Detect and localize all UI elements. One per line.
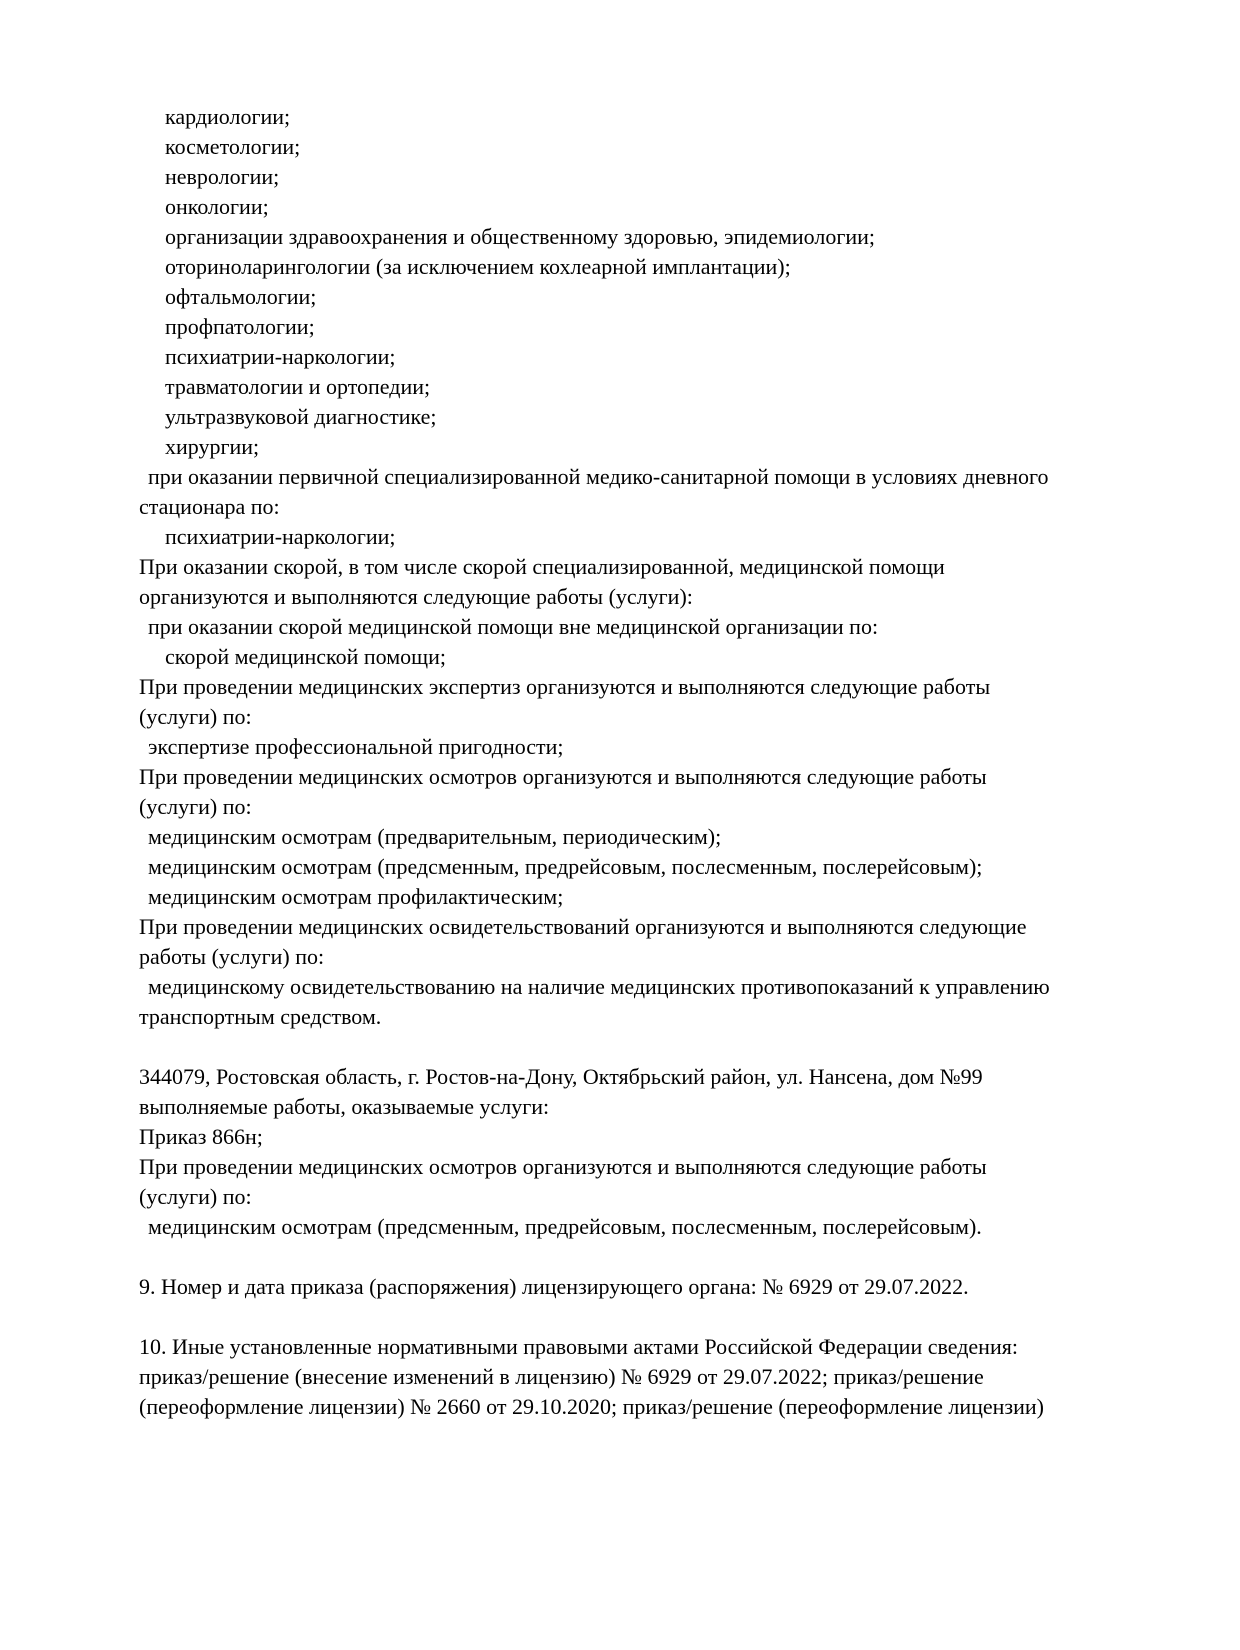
blank-line	[139, 1302, 1140, 1332]
text-line: организуются и выполняются следующие работы (услуги):	[139, 584, 693, 609]
text-line: неврологии;	[165, 164, 280, 189]
text-line: При проведении медицинских осмотров организуются и выполняются следующие работы	[139, 764, 987, 789]
text-line: при оказании скорой медицинской помощи вне медицинской организации по:	[148, 614, 879, 639]
document-body	[139, 102, 1140, 1422]
text-line: 344079, Ростовская область, г. Ростов-на-Дону, Октябрьский район, ул. Нансена, дом №99	[139, 1064, 983, 1089]
text-line: косметологии;	[165, 134, 301, 159]
text-line: скорой медицинской помощи;	[165, 644, 447, 669]
text-line: травматологии и ортопедии;	[165, 374, 431, 399]
text-line: При проведении медицинских осмотров организуются и выполняются следующие работы	[139, 1154, 987, 1179]
text-line: При оказании скорой, в том числе скорой специализированной, медицинской помощи	[139, 554, 945, 579]
text-line: медицинским осмотрам профилактическим;	[148, 884, 564, 909]
blank-line	[139, 1032, 1140, 1062]
text-line: оториноларингологии (за исключением кохлеарной имплантации);	[165, 254, 791, 279]
text-line: онкологии;	[165, 194, 269, 219]
blank-line	[139, 1242, 1140, 1272]
text-line: психиатрии-наркологии;	[165, 524, 396, 549]
text-line: медицинским осмотрам (предварительным, периодическим);	[148, 824, 722, 849]
text-line: кардиологии;	[165, 104, 291, 129]
text-line: (услуги) по:	[139, 794, 252, 819]
text-line: транспортным средством.	[139, 1004, 382, 1029]
text-line: работы (услуги) по:	[139, 944, 325, 969]
text-line: при оказании первичной специализированной медико-санитарной помощи в условиях дневного	[148, 464, 1049, 489]
text-line: стационара по:	[139, 494, 280, 519]
text-line: медицинским осмотрам (предсменным, предрейсовым, послесменным, послерейсовым);	[148, 854, 983, 879]
text-line: ультразвуковой диагностике;	[165, 404, 437, 429]
text-line: медицинским осмотрам (предсменным, предрейсовым, послесменным, послерейсовым).	[148, 1214, 982, 1239]
text-line: выполняемые работы, оказываемые услуги:	[139, 1094, 550, 1119]
text-line: При проведении медицинских экспертиз организуются и выполняются следующие работы	[139, 674, 991, 699]
text-line: психиатрии-наркологии;	[165, 344, 396, 369]
text-line: (услуги) по:	[139, 704, 252, 729]
text-line: 9. Номер и дата приказа (распоряжения) лицензирующего органа: № 6929 от 29.07.2022.	[139, 1274, 969, 1299]
text-line: профпатологии;	[165, 314, 315, 339]
text-line: При проведении медицинских освидетельствований организуются и выполняются следующие	[139, 914, 1027, 939]
text-line: приказ/решение (внесение изменений в лицензию) № 6929 от 29.07.2022; приказ/решение	[139, 1364, 984, 1389]
text-line: (переоформление лицензии) № 2660 от 29.10.2020; приказ/решение (переоформление лицензии)	[139, 1394, 1044, 1419]
text-line: медицинскому освидетельствованию на наличие медицинских противопоказаний к управлению	[148, 974, 1050, 999]
text-line: Приказ 866н;	[139, 1124, 263, 1149]
text-line: 10. Иные установленные нормативными правовыми актами Российской Федерации сведения:	[139, 1334, 1018, 1359]
text-line: организации здравоохранения и общественному здоровью, эпидемиологии;	[165, 224, 876, 249]
text-line: хирургии;	[165, 434, 260, 459]
text-line: (услуги) по:	[139, 1184, 252, 1209]
text-line: экспертизе профессиональной пригодности;	[148, 734, 564, 759]
text-line: офтальмологии;	[165, 284, 317, 309]
